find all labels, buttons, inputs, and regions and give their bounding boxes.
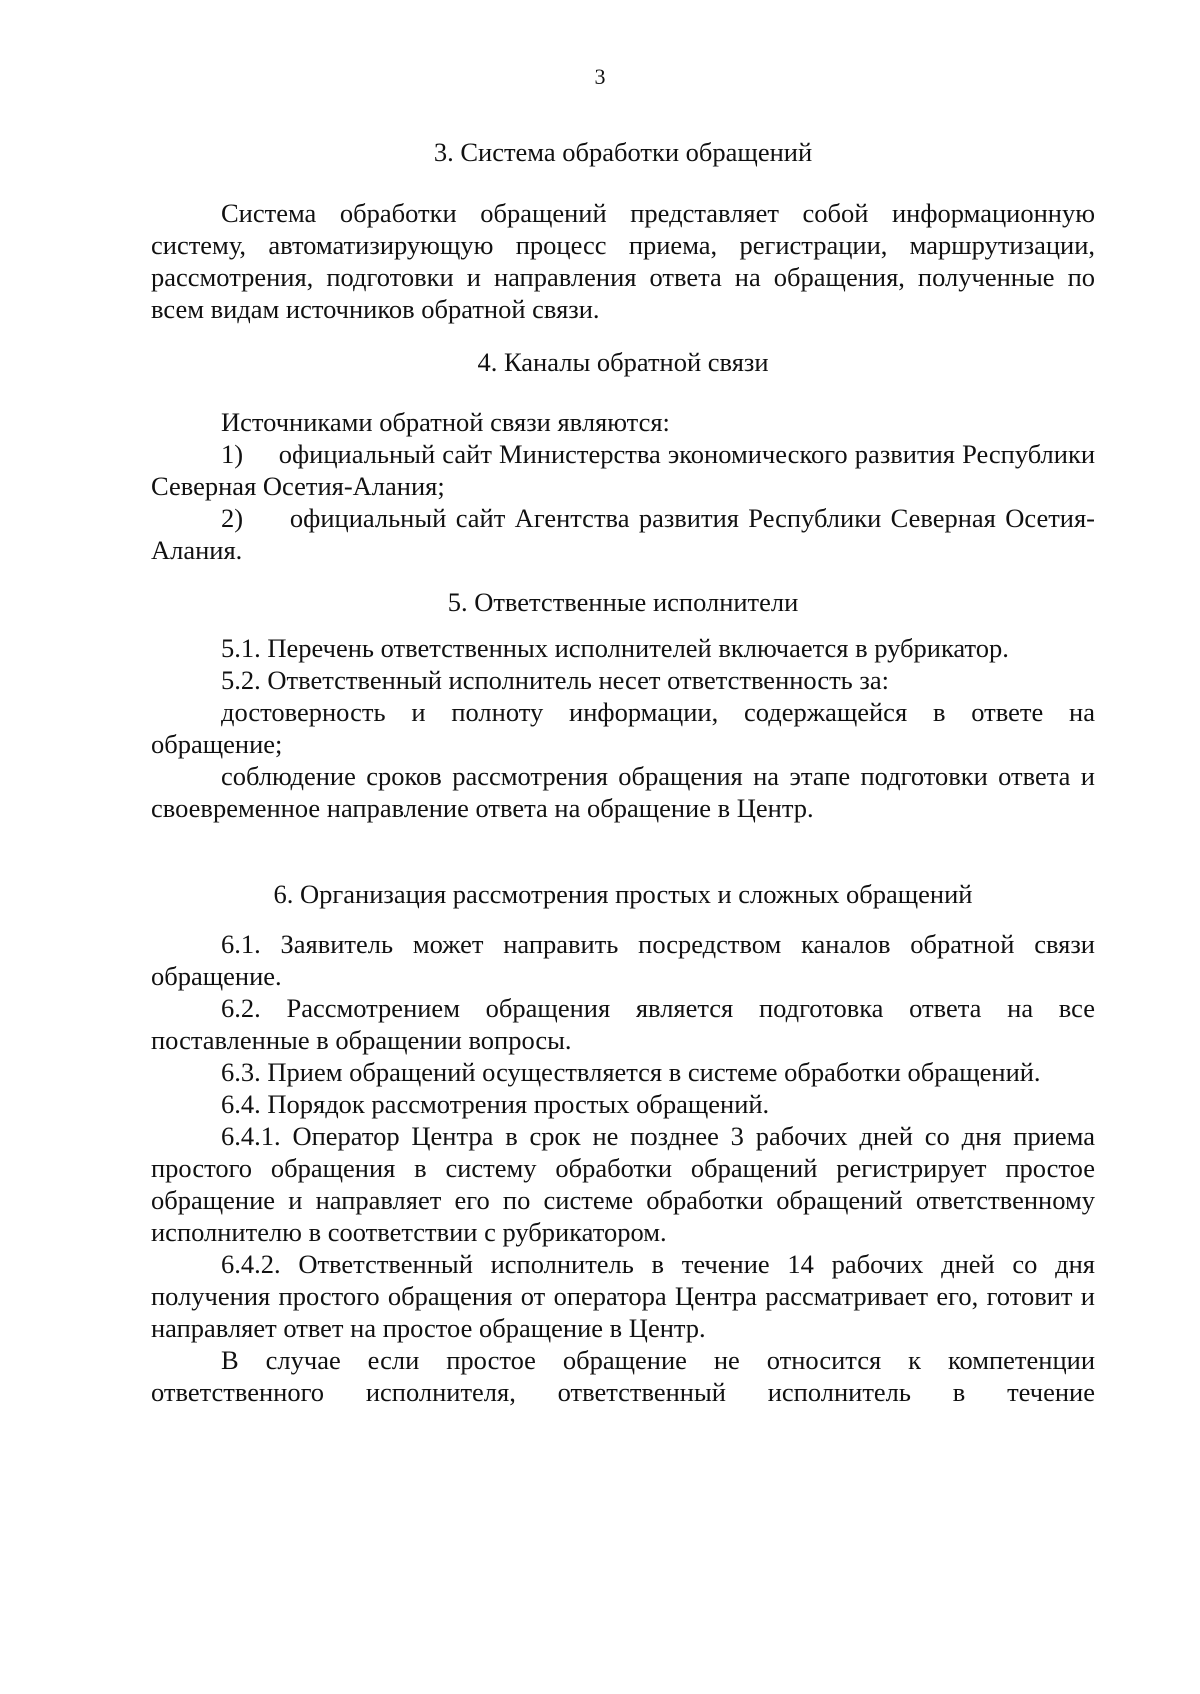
list-item <box>151 438 1095 502</box>
paragraph: 5.2. Ответственный исполнитель несет ответственность за: <box>221 665 889 695</box>
list-item-text: официальный сайт Агентства развития Республики Северная Осетия-Алания. <box>151 503 1095 565</box>
paragraph: 6.4.1. Оператор Центра в срок не позднее 3 рабочих дней со дня приема простого обращения в систему обработки обращений регистрирует простое обращение и направляет его по системе обработки обращений ответственному исполнителю в соответствии с рубрикатором. <box>151 1121 1095 1247</box>
section-3-heading: 3. Система обработки обращений <box>433 137 813 167</box>
list-item-number: 2) <box>221 503 244 533</box>
paragraph: Система обработки обращений представляет собой информационную систему, автоматизирующую процесс приема, регистрации, маршрутизации, рассмотрения, подготовки и направления ответа на обращения, полученные по всем видам источников обратной связи. <box>151 198 1095 324</box>
paragraph: 6.4. Порядок рассмотрения простых обращений. <box>221 1089 770 1119</box>
section-6-heading: 6. Организация рассмотрения простых и сложных обращений <box>273 879 973 909</box>
list-item-number: 1) <box>221 439 244 469</box>
paragraph: достоверность и полноту информации, содержащейся в ответе на обращение; <box>151 697 1095 759</box>
page-number: 3 <box>594 64 606 89</box>
paragraph: соблюдение сроков рассмотрения обращения на этапе подготовки ответа и своевременное направление ответа на обращение в Центр. <box>151 761 1095 823</box>
list-item <box>151 502 1095 566</box>
paragraph: 5.1. Перечень ответственных исполнителей включается в рубрикатор. <box>221 633 1009 663</box>
section-5-heading: 5. Ответственные исполнители <box>447 587 799 617</box>
section-6-body <box>151 928 1095 1408</box>
section-3-body <box>151 197 1095 325</box>
paragraph: 6.1. Заявитель может направить посредством каналов обратной связи обращение. <box>151 929 1095 991</box>
list-item-text: официальный сайт Министерства экономического развития Республики Северная Осетия-Алания; <box>151 439 1096 501</box>
paragraph: Источниками обратной связи являются: <box>221 407 670 437</box>
paragraph: 6.4.2. Ответственный исполнитель в течение 14 рабочих дней со дня получения простого обращения от оператора Центра рассматривает его, готовит и направляет ответ на простое обращение в Центр. <box>151 1249 1095 1343</box>
section-5-body <box>151 632 1095 824</box>
paragraph: 6.2. Рассмотрением обращения является подготовка ответа на все поставленные в обращении вопросы. <box>151 993 1095 1055</box>
section-4-heading: 4. Каналы обратной связи <box>477 347 769 377</box>
section-4-body <box>151 406 1095 566</box>
paragraph: 6.3. Прием обращений осуществляется в системе обработки обращений. <box>221 1057 1041 1087</box>
paragraph: В случае если простое обращение не относится к компетенции ответственного исполнителя, ответственный исполнитель в течение <box>151 1345 1095 1407</box>
